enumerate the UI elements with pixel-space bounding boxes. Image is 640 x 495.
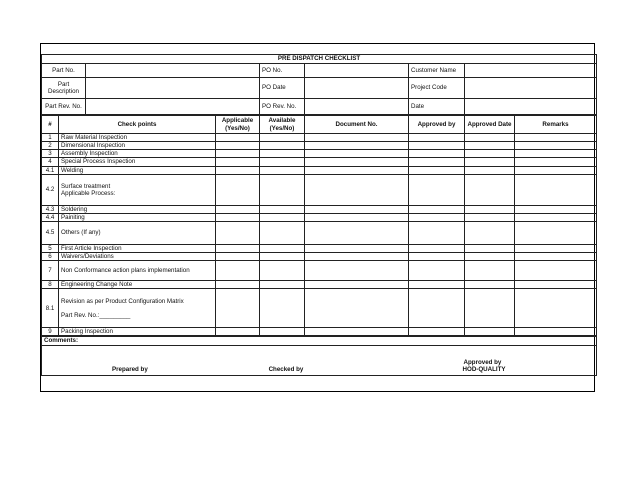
document-no-cell[interactable] bbox=[305, 221, 409, 244]
row-checkpoint: Engineering Change Note bbox=[59, 281, 216, 289]
document-no-cell[interactable] bbox=[305, 261, 409, 281]
applicable-cell[interactable] bbox=[216, 244, 260, 252]
available-cell[interactable] bbox=[260, 158, 305, 166]
available-cell[interactable] bbox=[260, 166, 305, 174]
remarks-cell[interactable] bbox=[515, 261, 597, 281]
applicable-cell[interactable] bbox=[216, 174, 260, 205]
row-number: 4.3 bbox=[42, 205, 59, 213]
remarks-cell[interactable] bbox=[515, 328, 597, 336]
available-cell[interactable] bbox=[260, 253, 305, 261]
part-rev-label: Part Rev. No. bbox=[42, 99, 86, 115]
document-no-cell[interactable] bbox=[305, 328, 409, 336]
approved-date-cell[interactable] bbox=[465, 134, 515, 142]
remarks-cell[interactable] bbox=[515, 150, 597, 158]
row-number: 6 bbox=[42, 253, 59, 261]
applicable-cell[interactable] bbox=[216, 158, 260, 166]
row-number: 4.4 bbox=[42, 213, 59, 221]
table-row bbox=[42, 150, 597, 158]
document-no-cell[interactable] bbox=[305, 253, 409, 261]
prepared-by-label: Prepared by bbox=[112, 366, 148, 374]
remarks-cell[interactable] bbox=[515, 213, 597, 221]
document-no-cell[interactable] bbox=[305, 213, 409, 221]
remarks-cell[interactable] bbox=[515, 142, 597, 150]
part-rev-field[interactable] bbox=[86, 99, 260, 115]
row-number: 3 bbox=[42, 150, 59, 158]
approved-by-cell[interactable] bbox=[409, 150, 465, 158]
part-description-field[interactable] bbox=[86, 78, 260, 99]
applicable-cell[interactable] bbox=[216, 134, 260, 142]
checklist-form bbox=[40, 43, 595, 392]
available-cell[interactable] bbox=[260, 134, 305, 142]
col-applicable: Applicable (Yes/No) bbox=[216, 116, 260, 134]
approved-date-cell[interactable] bbox=[465, 221, 515, 244]
document-no-cell[interactable] bbox=[305, 174, 409, 205]
approved-by-cell[interactable] bbox=[409, 253, 465, 261]
row-number: 5 bbox=[42, 244, 59, 252]
row-number: 8 bbox=[42, 281, 59, 289]
applicable-cell[interactable] bbox=[216, 289, 260, 328]
document-no-cell[interactable] bbox=[305, 281, 409, 289]
row-checkpoint: Non Conformance action plans implementation bbox=[59, 261, 216, 281]
approved-by-cell[interactable] bbox=[409, 142, 465, 150]
approved-date-cell[interactable] bbox=[465, 158, 515, 166]
project-label: Project Code bbox=[409, 78, 465, 99]
row-number: 4.1 bbox=[42, 166, 59, 174]
row-checkpoint: Special Process Inspection bbox=[59, 158, 216, 166]
document-no-cell[interactable] bbox=[305, 134, 409, 142]
available-cell[interactable] bbox=[260, 174, 305, 205]
table-row bbox=[42, 166, 597, 174]
document-no-cell[interactable] bbox=[305, 142, 409, 150]
approved-by-cell[interactable] bbox=[409, 166, 465, 174]
table-row bbox=[42, 261, 597, 281]
applicable-cell[interactable] bbox=[216, 166, 260, 174]
row-checkpoint: Revision as per Product Configuration Matrix Part Rev. No.:_________ bbox=[59, 289, 216, 328]
header-info-table bbox=[41, 63, 597, 115]
row-checkpoint: Soldering bbox=[59, 205, 216, 213]
row-number: 1 bbox=[42, 134, 59, 142]
col-approved-date: Approved Date bbox=[465, 116, 515, 134]
col-approved-by: Approved by bbox=[409, 116, 465, 134]
document-no-cell[interactable] bbox=[305, 244, 409, 252]
applicable-cell[interactable] bbox=[216, 328, 260, 336]
po-no-field[interactable] bbox=[305, 64, 409, 78]
applicable-cell[interactable] bbox=[216, 213, 260, 221]
available-cell[interactable] bbox=[260, 213, 305, 221]
document-no-cell[interactable] bbox=[305, 150, 409, 158]
row-checkpoint: Others (If any) bbox=[59, 221, 216, 244]
row-checkpoint: Painiting bbox=[59, 213, 216, 221]
remarks-cell[interactable] bbox=[515, 221, 597, 244]
col-check-points: Check points bbox=[59, 116, 216, 134]
project-field[interactable] bbox=[465, 78, 597, 99]
applicable-cell[interactable] bbox=[216, 281, 260, 289]
remarks-cell[interactable] bbox=[515, 166, 597, 174]
po-no-label: PO No. bbox=[260, 64, 305, 78]
available-cell[interactable] bbox=[260, 221, 305, 244]
approved-date-cell[interactable] bbox=[465, 142, 515, 150]
remarks-cell[interactable] bbox=[515, 281, 597, 289]
approved-by-cell[interactable] bbox=[409, 244, 465, 252]
remarks-cell[interactable] bbox=[515, 158, 597, 166]
applicable-cell[interactable] bbox=[216, 142, 260, 150]
available-cell[interactable] bbox=[260, 261, 305, 281]
available-cell[interactable] bbox=[260, 281, 305, 289]
approved-by-cell[interactable] bbox=[409, 261, 465, 281]
remarks-cell[interactable] bbox=[515, 244, 597, 252]
approved-by-cell[interactable] bbox=[409, 281, 465, 289]
comments-label: Comments: bbox=[42, 337, 597, 345]
table-row bbox=[42, 142, 597, 150]
po-rev-field[interactable] bbox=[305, 99, 409, 115]
approved-by-cell[interactable] bbox=[409, 134, 465, 142]
po-date-field[interactable] bbox=[305, 78, 409, 99]
row-number: 8.1 bbox=[42, 289, 59, 328]
row-checkpoint: Welding bbox=[59, 166, 216, 174]
col-num: # bbox=[42, 116, 59, 134]
po-rev-label: PO Rev. No. bbox=[260, 99, 305, 115]
approved-by-cell[interactable] bbox=[409, 205, 465, 213]
table-row bbox=[42, 289, 597, 328]
remarks-cell[interactable] bbox=[515, 289, 597, 328]
table-row bbox=[42, 253, 597, 261]
row-checkpoint: Surface treatment Applicable Process: bbox=[59, 174, 216, 205]
approved-date-cell[interactable] bbox=[465, 205, 515, 213]
approved-date-cell[interactable] bbox=[465, 166, 515, 174]
document-no-cell[interactable] bbox=[305, 289, 409, 328]
available-cell[interactable] bbox=[260, 244, 305, 252]
po-date-label: PO Date bbox=[260, 78, 305, 99]
customer-label: Customer Name bbox=[409, 64, 465, 78]
table-row bbox=[42, 221, 597, 244]
row-checkpoint: Waivers/Deviations bbox=[59, 253, 216, 261]
applicable-cell[interactable] bbox=[216, 150, 260, 158]
table-row bbox=[42, 281, 597, 289]
available-cell[interactable] bbox=[260, 289, 305, 328]
approved-date-cell[interactable] bbox=[465, 328, 515, 336]
row-checkpoint: Dimensional Inspection bbox=[59, 142, 216, 150]
row-checkpoint: First Article Inspection bbox=[59, 244, 216, 252]
row-number: 4 bbox=[42, 158, 59, 166]
checked-by-label: Checked by bbox=[268, 366, 304, 374]
row-number: 9 bbox=[42, 328, 59, 336]
approved-date-cell[interactable] bbox=[465, 261, 515, 281]
row-checkpoint: Raw Material Inspection bbox=[59, 134, 216, 142]
table-row bbox=[42, 158, 597, 166]
approved-by-cell[interactable] bbox=[409, 174, 465, 205]
approved-by-cell[interactable] bbox=[409, 289, 465, 328]
part-no-label: Part No. bbox=[42, 64, 86, 78]
customer-field[interactable] bbox=[465, 64, 597, 78]
remarks-cell[interactable] bbox=[515, 253, 597, 261]
approved-date-cell[interactable] bbox=[465, 244, 515, 252]
footer-table bbox=[41, 336, 597, 375]
row-number: 7 bbox=[42, 261, 59, 281]
approved-date-cell[interactable] bbox=[465, 281, 515, 289]
col-document-no: Document No. bbox=[305, 116, 409, 134]
table-row bbox=[42, 134, 597, 142]
row-checkpoint: Assembly Inspection bbox=[59, 150, 216, 158]
checkpoints-table bbox=[41, 115, 597, 336]
applicable-cell[interactable] bbox=[216, 261, 260, 281]
table-row bbox=[42, 213, 597, 221]
signature-area bbox=[42, 345, 597, 375]
remarks-cell[interactable] bbox=[515, 174, 597, 205]
remarks-cell[interactable] bbox=[515, 205, 597, 213]
table-row bbox=[42, 174, 597, 205]
approved-by-cell[interactable] bbox=[409, 328, 465, 336]
part-no-field[interactable] bbox=[86, 64, 260, 78]
document-no-cell[interactable] bbox=[305, 158, 409, 166]
applicable-cell[interactable] bbox=[216, 221, 260, 244]
row-number: 4.5 bbox=[42, 221, 59, 244]
date-label: Date bbox=[409, 99, 465, 115]
document-no-cell[interactable] bbox=[305, 166, 409, 174]
available-cell[interactable] bbox=[260, 205, 305, 213]
form-title: PRE DISPATCH CHECKLIST bbox=[42, 54, 597, 63]
approved-date-cell[interactable] bbox=[465, 213, 515, 221]
row-number: 4.2 bbox=[42, 174, 59, 205]
approved-by-label: Approved by HOD-QUALITY bbox=[462, 359, 506, 374]
col-available: Available (Yes/No) bbox=[260, 116, 305, 134]
applicable-cell[interactable] bbox=[216, 253, 260, 261]
table-row bbox=[42, 244, 597, 252]
available-cell[interactable] bbox=[260, 150, 305, 158]
col-remarks: Remarks bbox=[515, 116, 597, 134]
part-description-label: Part Description bbox=[42, 78, 86, 99]
approved-by-cell[interactable] bbox=[409, 158, 465, 166]
approved-date-cell[interactable] bbox=[465, 253, 515, 261]
date-field[interactable] bbox=[465, 99, 597, 115]
approved-date-cell[interactable] bbox=[465, 150, 515, 158]
applicable-cell[interactable] bbox=[216, 205, 260, 213]
table-row bbox=[42, 328, 597, 336]
approved-date-cell[interactable] bbox=[465, 289, 515, 328]
row-number: 2 bbox=[42, 142, 59, 150]
table-row bbox=[42, 205, 597, 213]
approved-by-cell[interactable] bbox=[409, 213, 465, 221]
approved-date-cell[interactable] bbox=[465, 174, 515, 205]
row-checkpoint: Packing Inspection bbox=[59, 328, 216, 336]
available-cell[interactable] bbox=[260, 328, 305, 336]
document-no-cell[interactable] bbox=[305, 205, 409, 213]
approved-by-cell[interactable] bbox=[409, 221, 465, 244]
remarks-cell[interactable] bbox=[515, 134, 597, 142]
available-cell[interactable] bbox=[260, 142, 305, 150]
